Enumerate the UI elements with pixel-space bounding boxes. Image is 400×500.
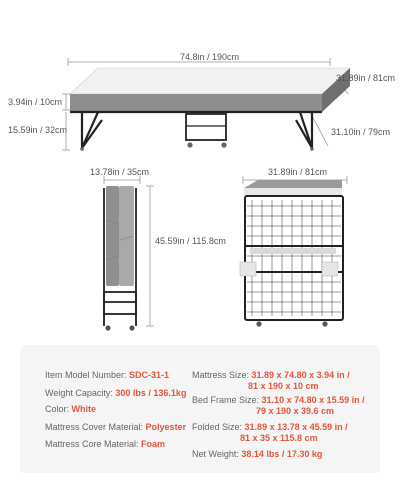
spec-label: Bed Frame Size: [192, 395, 260, 405]
spec-color [45, 404, 96, 415]
bed-width-label: 31.89in / 81cm [336, 73, 396, 83]
spec-value: Polyester [145, 422, 187, 432]
spec-value-line2: 81 x 190 x 10 cm [248, 381, 319, 391]
folded-height-label: 45.59in / 115.8cm [155, 236, 226, 246]
folded-width-label: 31.89in / 81cm [268, 167, 328, 177]
spec-value: White [71, 404, 97, 414]
spec-label: Mattress Cover Material: [45, 422, 144, 432]
spec-label: Mattress Size: [192, 370, 250, 380]
spec-value: SDC-31-1 [129, 370, 170, 380]
spec-weight-capacity [45, 388, 186, 399]
spec-value-line2: 79 x 190 x 39.6 cm [256, 406, 335, 416]
spec-label: Mattress Core Material: [45, 439, 139, 449]
spec-folded-size [192, 422, 348, 444]
spec-label: Item Model Number: [45, 370, 127, 380]
spec-frame-size [192, 395, 365, 417]
spec-model-number [45, 370, 169, 381]
spec-value: 31.89 x 74.80 x 3.94 in / [251, 370, 350, 380]
spec-value: Foam [141, 439, 166, 449]
folded-depth-label: 13.78in / 35cm [90, 167, 150, 177]
spec-core-material [45, 439, 165, 450]
spec-mattress-size [192, 370, 350, 392]
spec-value: 31.10 x 74.80 x 15.59 in / [261, 395, 365, 405]
spec-label: Color: [45, 404, 70, 414]
spec-label: Net Weight: [192, 449, 239, 459]
spec-value: 300 lbs / 136.1kg [115, 388, 187, 398]
spec-label: Weight Capacity: [45, 388, 113, 398]
spec-value-line2: 81 x 35 x 115.8 cm [240, 433, 318, 443]
leg-height-label: 15.59in / 32cm [8, 125, 68, 135]
spec-label: Folded Size: [192, 422, 243, 432]
bed-length-label: 74.8in / 190cm [180, 52, 240, 62]
spec-value: 31.89 x 13.78 x 45.59 in / [244, 422, 348, 432]
spec-cover-material [45, 422, 186, 433]
spec-net-weight [192, 449, 322, 460]
frame-width-label: 31.10in / 79cm [331, 127, 391, 137]
mattress-thickness-label: 3.94in / 10cm [8, 97, 63, 107]
spec-value: 38.14 lbs / 17.30 kg [241, 449, 323, 459]
